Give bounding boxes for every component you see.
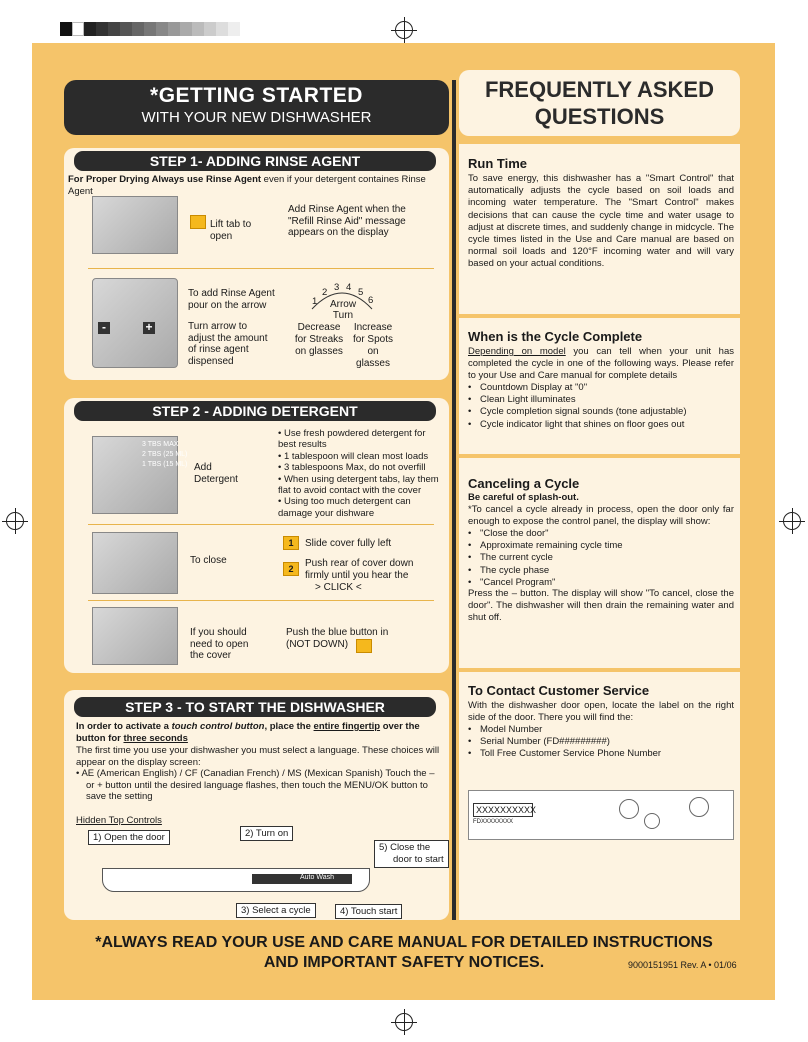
cancel-title: Canceling a Cycle — [468, 476, 580, 491]
open-cover-image — [92, 607, 178, 665]
increase-text: Increase for Spots on glasses — [352, 322, 394, 369]
push-rear-text: Push rear of cover down firmly until you hear the — [305, 558, 414, 581]
step2-separator-2 — [88, 600, 434, 601]
step-turn-on-label: 2) Turn on — [240, 826, 293, 841]
step3-heading: STEP 3 - TO START THE DISHWASHER — [74, 697, 436, 717]
cancel-after: Press the – button. The display will show "To cancel, close the door". The dishwasher will then drain the remaining water and shut off. — [468, 588, 734, 624]
step1-separator — [88, 268, 434, 269]
list-item: • Model Number — [468, 724, 734, 736]
to-add-text: To add Rinse Agent pour on the arrow — [188, 288, 275, 311]
if-open-text: If you should need to open the cover — [190, 627, 249, 661]
dial-minus: - — [98, 322, 110, 334]
detergent-bullet: • 3 tablespoons Max, do not overfill — [278, 462, 426, 474]
add-when-text: Add Rinse Agent when the "Refill Rinse Aid" message appears on the display — [288, 204, 406, 238]
dial-num-3: 3 — [334, 282, 340, 293]
contact-list — [468, 724, 734, 761]
language-bullet: • AE (American English) / CF (Canadian French) / MS (Mexican Spanish) Touch the – or + button until the desired language flashes, then touch the MENU/OK button to save the setting — [76, 768, 435, 802]
auto-wash-label: Auto Wash — [300, 874, 334, 881]
rinse-lift-tab-image — [92, 196, 178, 254]
step1-heading: STEP 1- ADDING RINSE AGENT — [74, 151, 436, 171]
list-item: • Toll Free Customer Service Phone Number — [468, 748, 734, 760]
click-text: > CLICK < — [315, 582, 362, 593]
contact-title: To Contact Customer Service — [468, 683, 650, 698]
serial-number-box: FDXXXXXXXX — [473, 819, 514, 825]
step2-separator-1 — [88, 524, 434, 525]
complete-title: When is the Cycle Complete — [468, 329, 643, 344]
list-item: • The cycle phase — [468, 565, 734, 577]
dial-num-4: 4 — [346, 282, 352, 293]
faq-banner — [459, 70, 740, 136]
slide-cover-text: Slide cover fully left — [305, 538, 392, 549]
list-item: • Serial Number (FD#########) — [468, 736, 734, 748]
contact-text: With the dishwasher door open, locate the label on the right side of the door. There you will find the: — [468, 700, 734, 724]
cancel-text: *To cancel a cycle already in process, open the door only far enough to expose the control panel, the display will show: — [468, 504, 734, 528]
banner-title: *GETTING STARTED — [150, 84, 363, 107]
dial-num-6: 6 — [368, 295, 374, 306]
cancel-list — [468, 528, 734, 589]
rating-label-image — [468, 790, 734, 840]
getting-started-banner — [64, 80, 449, 135]
close-cover-image — [92, 532, 178, 594]
dial-num-1: 1 — [312, 296, 318, 307]
footer-line2: AND IMPORTANT SAFETY NOTICES. — [263, 954, 545, 971]
step-select-cycle-label: 3) Select a cycle — [236, 903, 316, 918]
registration-mark-right — [783, 512, 801, 530]
certification-icons-2 — [644, 813, 660, 829]
lift-arrow-icon — [190, 215, 206, 229]
detergent-bullets — [278, 428, 440, 519]
decrease-text: Decrease for Streaks on glasses — [294, 322, 344, 357]
step-touch-start-label: 4) Touch start — [335, 904, 402, 919]
detergent-bullet: • Use fresh powdered detergent for best results — [278, 428, 426, 451]
run-time-title: Run Time — [468, 156, 527, 171]
list-item: • "Close the door" — [468, 528, 734, 540]
run-time-text: To save energy, this dishwasher has a "Smart Control" that automatically adjusts the cycle based on soil loads and incoming water temperature. The "Smart Control" makes decisions that can cause the cycle time and water usage to adjust at discrete times, and suddenly change in midcycle. The cycle times listed in the Use and Care manual are based on normal soil loads and 120°F incoming water and will vary based on your actual conditions. — [468, 173, 734, 270]
list-item: • The current cycle — [468, 552, 734, 564]
cancel-bold: Be careful of splash-out. — [468, 492, 579, 503]
list-item: • Countdown Display at "0" — [468, 382, 734, 394]
to-close-text: To close — [190, 555, 227, 566]
list-item: • Cycle indicator light that shines on floor goes out — [468, 419, 734, 431]
certification-icons — [619, 799, 639, 819]
hidden-controls-label: Hidden Top Controls — [76, 815, 162, 826]
complete-list — [468, 382, 734, 431]
dial-num-5: 5 — [358, 287, 364, 298]
registration-mark-bottom — [395, 1013, 413, 1031]
column-divider — [452, 80, 456, 920]
step3-instructions: In order to activate a touch control button, place the entire fingertip over the button for three seconds — [76, 721, 420, 744]
list-item: • Approximate remaining cycle time — [468, 540, 734, 552]
detergent-bullet: • When using detergent tabs, lay them flat to avoid contact with the cover — [278, 473, 439, 497]
dial-num-2: 2 — [322, 287, 328, 298]
banner-subtitle: WITH YOUR NEW DISHWASHER — [141, 109, 372, 126]
complete-text: Depending on model you can tell when your unit has completed the cycle in one of the following ways. Please refer to your Use and Care manual for complete details — [468, 346, 734, 382]
detergent-bullet: • 1 tablespoon will clean most loads — [278, 450, 429, 462]
registration-mark-top — [395, 21, 413, 39]
step-open-door-label: 1) Open the door — [88, 830, 170, 845]
model-number-box: XXXXXXXXXX — [473, 803, 533, 817]
footer-line1: *ALWAYS READ YOUR USE AND CARE MANUAL FOR DETAILED INSTRUCTIONS — [95, 934, 713, 951]
turn-label: Turn — [332, 310, 354, 321]
faq-title-line1: FREQUENTLY ASKED — [484, 77, 714, 102]
dial-plus: + — [143, 322, 155, 334]
faq-title-line2: QUESTIONS — [534, 104, 665, 129]
arrow-label: Arrow — [329, 299, 357, 310]
first-time-text: The first time you use your dishwasher you must select a language. These choices will appear on the display screen: — [76, 745, 440, 768]
step-num-1-icon: 1 — [283, 536, 299, 550]
push-blue-text: Push the blue button in (NOT DOWN) — [286, 627, 389, 650]
turn-arrow-text: Turn arrow to adjust the amount of rinse agent dispensed — [188, 321, 268, 367]
step2-heading: STEP 2 - ADDING DETERGENT — [74, 401, 436, 421]
certification-icons-3 — [689, 797, 709, 817]
detergent-bullet: • Using too much detergent can damage your dishware — [278, 496, 411, 519]
lift-tab-text: Lift tab to open — [210, 219, 252, 242]
add-detergent-text: Add Detergent — [194, 462, 238, 485]
cup-labels: 3 TBS MAX 2 TBS (25 ML) 1 TBS (15 ML) — [142, 441, 188, 468]
list-item: • Clean Light illuminates — [468, 394, 734, 406]
document-code: 9000151951 Rev. A • 01/06 — [628, 960, 737, 970]
list-item: • Cycle completion signal sounds (tone adjustable) — [468, 406, 734, 418]
registration-mark-left — [6, 512, 24, 530]
step-num-2-icon: 2 — [283, 562, 299, 576]
step1-intro: For Proper Drying Always use Rinse Agent even if your detergent containes Rinse Agent — [68, 174, 426, 197]
step-close-door-label: 5) Close the door to start — [374, 840, 449, 868]
push-arrow-icon — [356, 639, 372, 653]
list-item: • "Cancel Program" — [468, 577, 734, 589]
